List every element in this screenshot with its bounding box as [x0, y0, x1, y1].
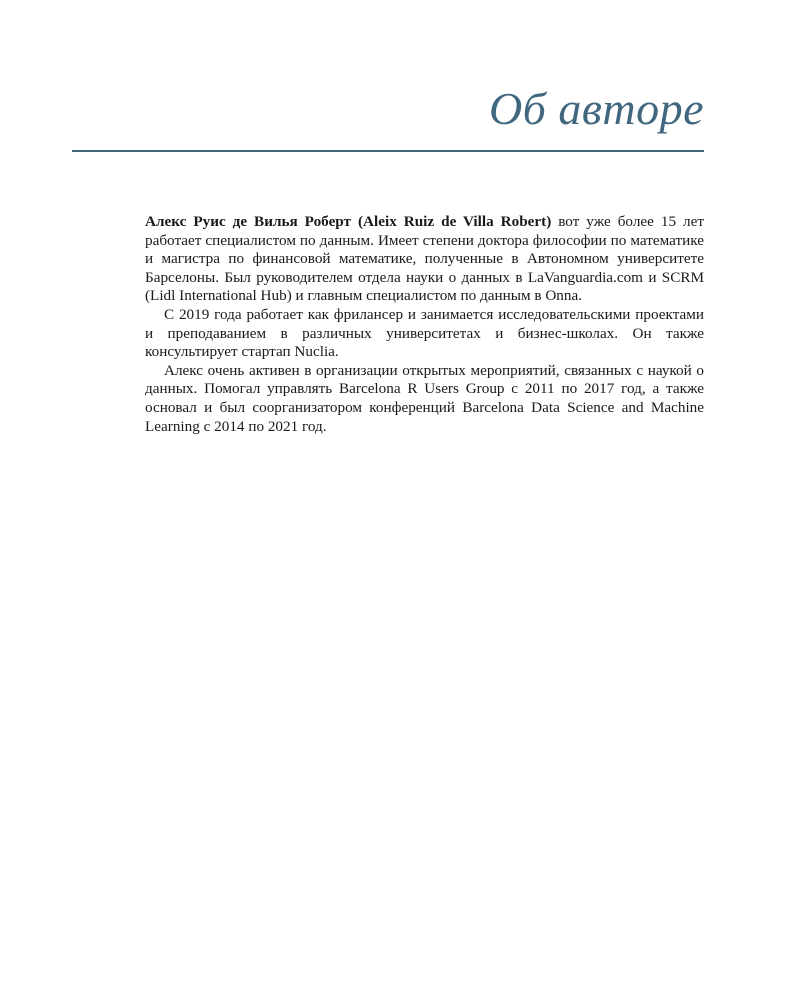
bio-paragraph-1: [145, 213, 704, 306]
author-bio: [145, 213, 704, 436]
author-name: Алекс Руис де Вилья Роберт (Aleix Ruiz de Villa Robert): [145, 213, 552, 230]
page-title: Об авторе: [489, 83, 704, 134]
bio-paragraph-1-text: вот уже более 15 лет работает специалистом по данным. Имеет степени доктора философии по математике и магистра по финансовой математике, полученные в Автономном университете Барселоны. Был руководителем отдела науки о данных в LaVanguardia.com и SCRM (Lidl International Hub) и главным специалистом по данным в Onna.: [145, 213, 704, 305]
bio-paragraph-2: С 2019 года работает как фрилансер и занимается исследовательскими проектами и преподаванием в различных университетах и бизнес-школах. Он также консультирует стартап Nuclia.: [145, 305, 704, 361]
bio-paragraph-3: Алекс очень активен в организации открытых мероприятий, связанных с наукой о данных. Помогал управлять Barcelona R Users Group с 2011 по 2017 год, а также основал и был соорганизатором конференций Barcelona Data Science and Machine Learning с 2014 по 2021 год.: [145, 361, 704, 435]
title-divider: [72, 150, 704, 152]
